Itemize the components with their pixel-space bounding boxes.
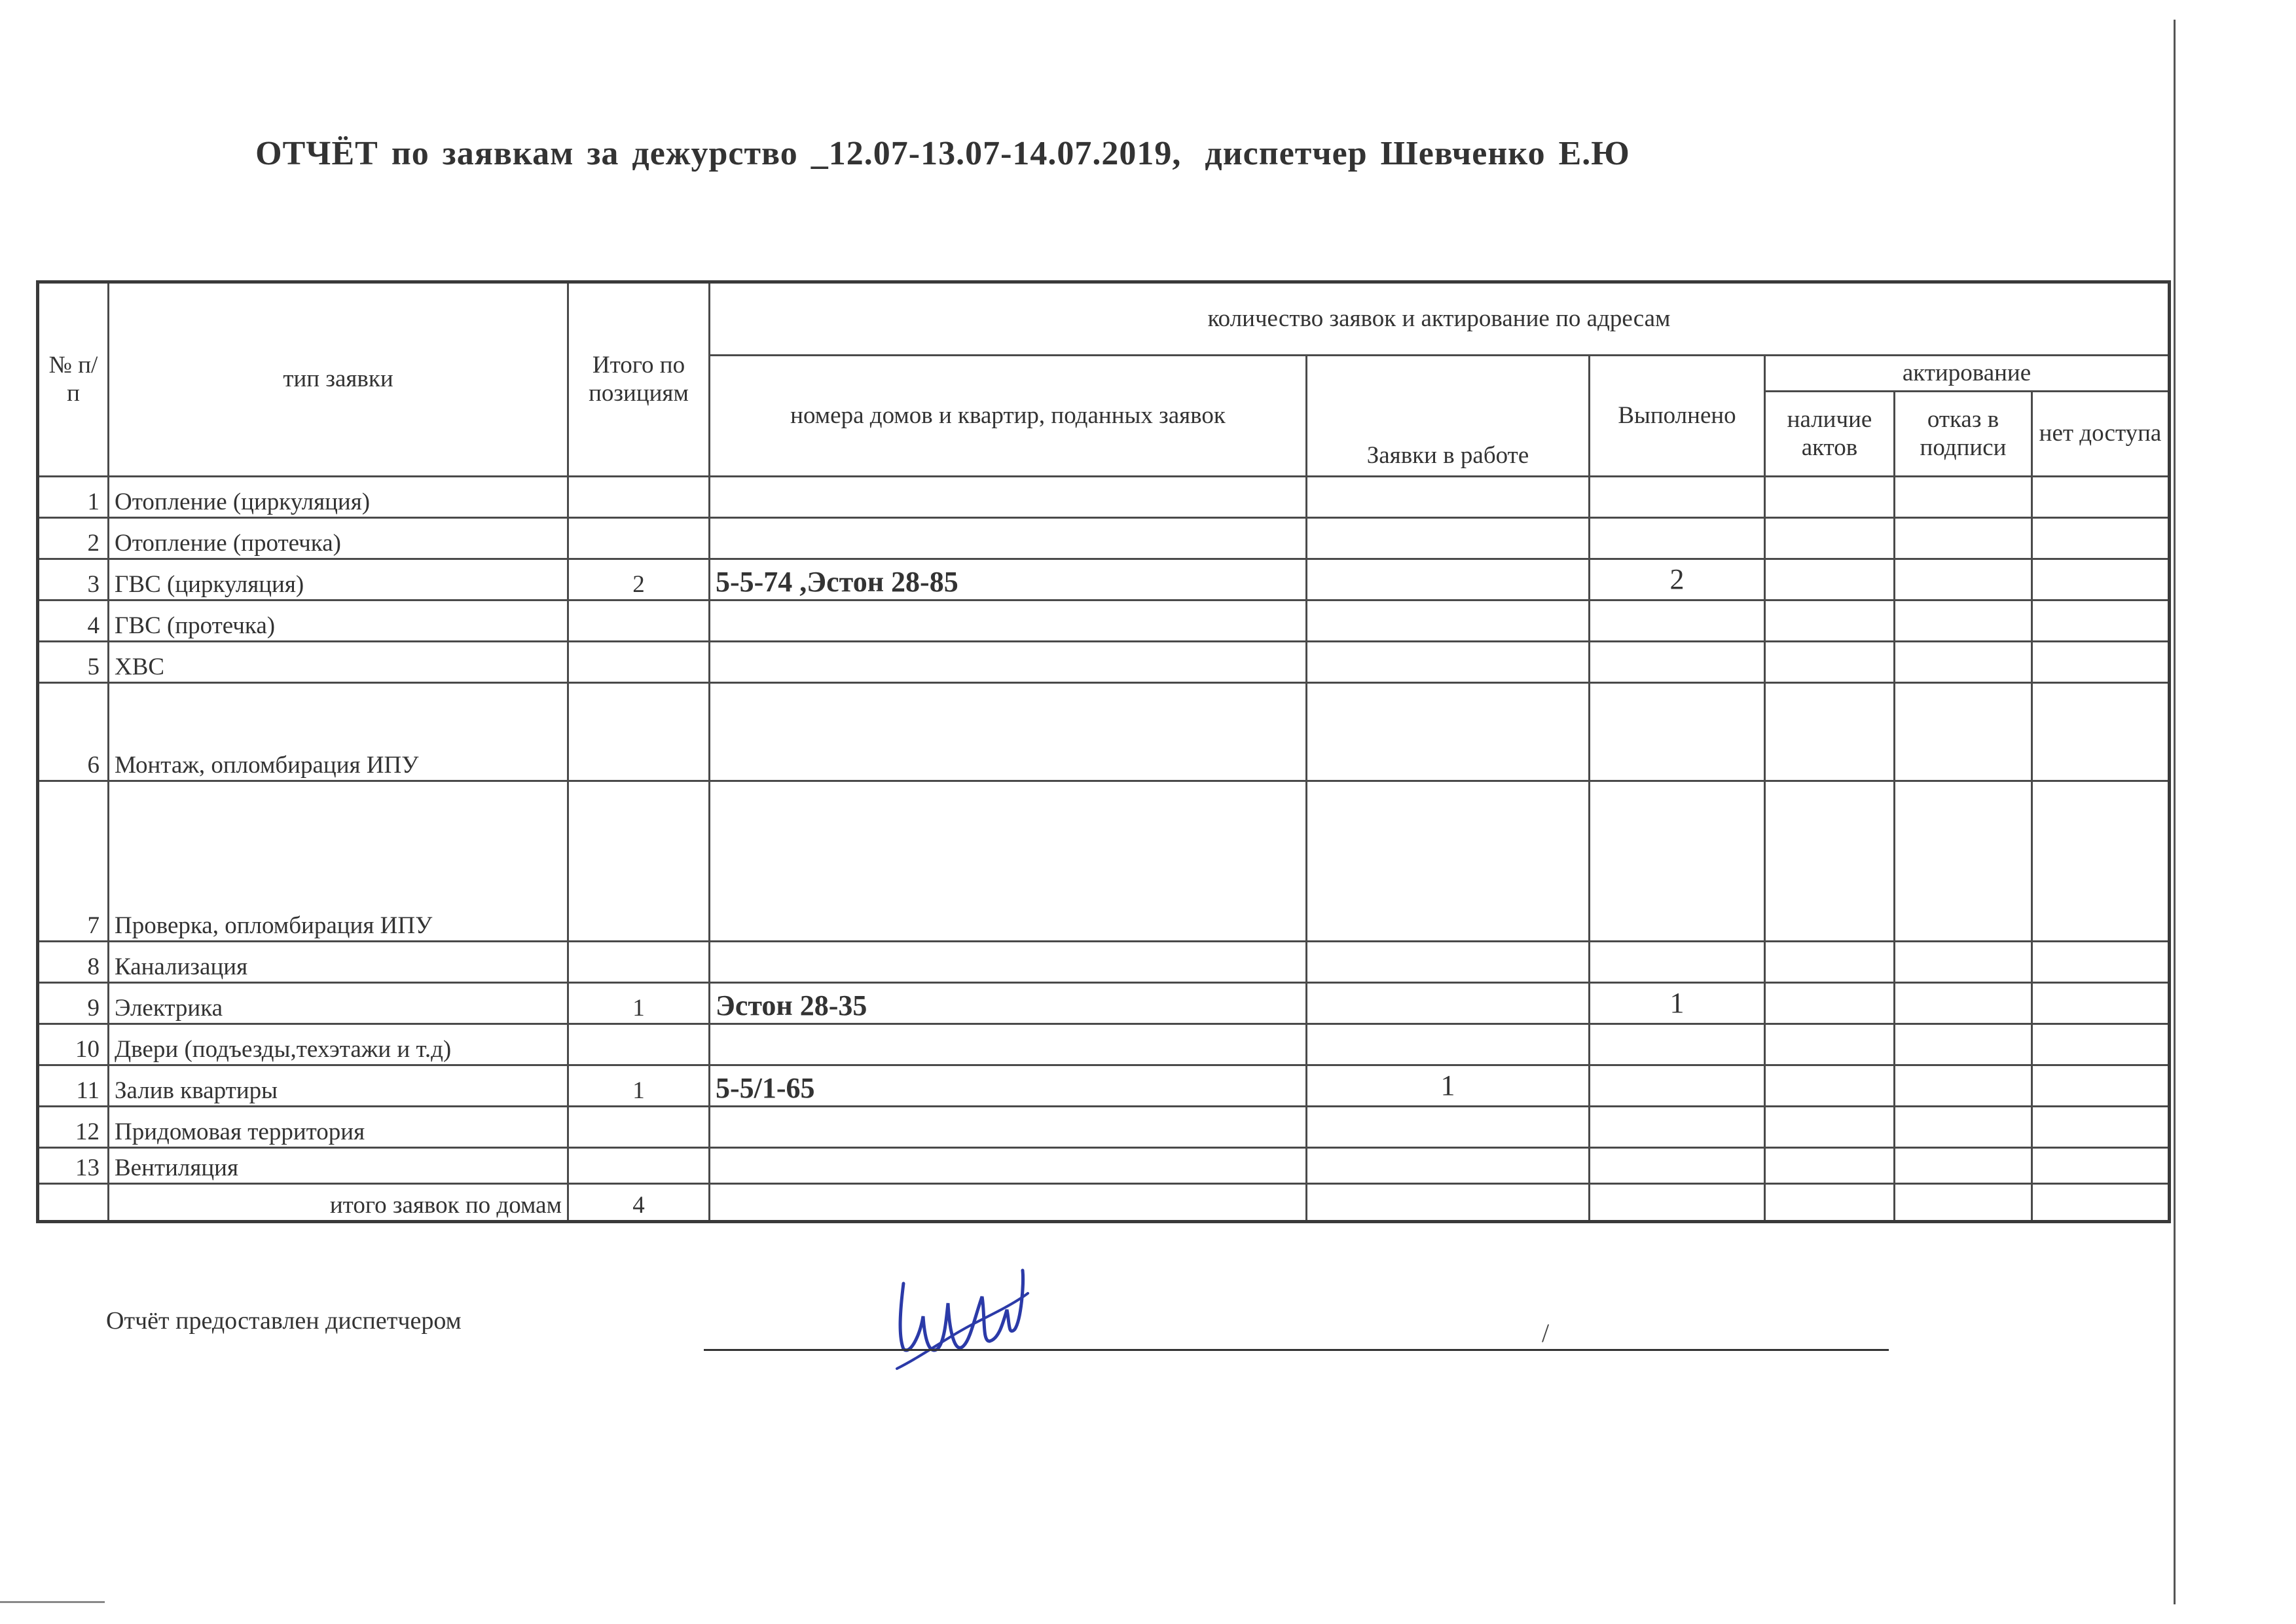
total-row [38, 1184, 2170, 1222]
row-total [568, 1107, 710, 1148]
row-no-access [2032, 983, 2170, 1024]
col-header-acts: наличие актов [1765, 392, 1895, 477]
row-type: Двери (подъезды,техэтажи и т.д) [109, 1024, 568, 1065]
total-refusal [1895, 1184, 2032, 1222]
row-in-work [1307, 1024, 1590, 1065]
page-corner-mark [0, 1601, 105, 1603]
row-addresses [710, 477, 1307, 518]
row-acts [1765, 1024, 1895, 1065]
row-in-work [1307, 1148, 1590, 1184]
table-row [38, 983, 2170, 1024]
row-type: Электрика [109, 983, 568, 1024]
row-in-work [1307, 600, 1590, 642]
row-total [568, 1024, 710, 1065]
row-number: 13 [38, 1148, 109, 1184]
row-in-work [1307, 683, 1590, 781]
row-number: 12 [38, 1107, 109, 1148]
row-done [1590, 1107, 1765, 1148]
row-addresses [710, 1107, 1307, 1148]
row-total [568, 518, 710, 559]
row-no-access [2032, 942, 2170, 983]
row-addresses [710, 683, 1307, 781]
row-number: 3 [38, 559, 109, 600]
col-header-in-work: Заявки в работе [1307, 356, 1590, 477]
row-addresses [710, 1024, 1307, 1065]
row-done [1590, 781, 1765, 942]
total-in-work [1307, 1184, 1590, 1222]
row-total: 1 [568, 1065, 710, 1107]
row-type: Монтаж, опломбирация ИПУ [109, 683, 568, 781]
footer-label: Отчёт предоставлен диспетчером [106, 1307, 462, 1335]
row-no-access [2032, 1107, 2170, 1148]
row-addresses: 5-5/1-65 [710, 1065, 1307, 1107]
row-refusal [1895, 1107, 2032, 1148]
row-addresses [710, 642, 1307, 683]
row-in-work [1307, 781, 1590, 942]
row-refusal [1895, 642, 2032, 683]
row-type: Проверка, опломбирация ИПУ [109, 781, 568, 942]
total-acts [1765, 1184, 1895, 1222]
report-title [0, 134, 1886, 173]
row-total [568, 1148, 710, 1184]
row-number: 10 [38, 1024, 109, 1065]
row-type: ХВС [109, 642, 568, 683]
row-done: 1 [1590, 983, 1765, 1024]
row-addresses [710, 781, 1307, 942]
col-header-type: тип заявки [109, 282, 568, 477]
row-acts [1765, 600, 1895, 642]
row-no-access [2032, 642, 2170, 683]
row-done [1590, 477, 1765, 518]
row-addresses [710, 600, 1307, 642]
total-addresses [710, 1184, 1307, 1222]
row-no-access [2032, 518, 2170, 559]
row-refusal [1895, 983, 2032, 1024]
row-total [568, 477, 710, 518]
row-refusal [1895, 559, 2032, 600]
row-in-work [1307, 518, 1590, 559]
row-number: 9 [38, 983, 109, 1024]
row-no-access [2032, 781, 2170, 942]
table-row [38, 683, 2170, 781]
row-refusal [1895, 1065, 2032, 1107]
signature-line [704, 1349, 1889, 1351]
table-row [38, 1148, 2170, 1184]
table-row [38, 600, 2170, 642]
row-type: Залив квартиры [109, 1065, 568, 1107]
row-no-access [2032, 600, 2170, 642]
row-no-access [2032, 477, 2170, 518]
row-in-work [1307, 642, 1590, 683]
col-header-act-group: актирование [1765, 356, 2170, 392]
row-number: 8 [38, 942, 109, 983]
row-in-work [1307, 983, 1590, 1024]
row-number: 7 [38, 781, 109, 942]
row-type: Придомовая территория [109, 1107, 568, 1148]
table-row [38, 1024, 2170, 1065]
row-refusal [1895, 477, 2032, 518]
row-in-work [1307, 477, 1590, 518]
page-edge-line [2174, 20, 2176, 1604]
row-number: 2 [38, 518, 109, 559]
report-title-main: ОТЧЁТ по заявкам за дежурство _12.07-13.07-14.07.2019, [255, 135, 1182, 172]
total-row-num [38, 1184, 109, 1222]
col-header-group: количество заявок и актирование по адресам [710, 282, 2170, 356]
row-acts [1765, 683, 1895, 781]
row-done [1590, 683, 1765, 781]
total-label: итого заявок по домам [109, 1184, 568, 1222]
row-acts [1765, 477, 1895, 518]
table-row [38, 1107, 2170, 1148]
row-no-access [2032, 1065, 2170, 1107]
row-acts [1765, 1148, 1895, 1184]
total-done [1590, 1184, 1765, 1222]
row-acts [1765, 942, 1895, 983]
row-total [568, 683, 710, 781]
row-total: 2 [568, 559, 710, 600]
row-in-work [1307, 559, 1590, 600]
row-acts [1765, 559, 1895, 600]
row-refusal [1895, 518, 2032, 559]
total-no-access [2032, 1184, 2170, 1222]
row-acts [1765, 642, 1895, 683]
table-row [38, 559, 2170, 600]
col-header-addresses: номера домов и квартир, поданных заявок [710, 356, 1307, 477]
total-value: 4 [568, 1184, 710, 1222]
row-total [568, 781, 710, 942]
row-total [568, 642, 710, 683]
col-header-total: Итого по позициям [568, 282, 710, 477]
row-no-access [2032, 1148, 2170, 1184]
row-refusal [1895, 600, 2032, 642]
table-row [38, 477, 2170, 518]
row-in-work [1307, 1107, 1590, 1148]
row-type: Отопление (протечка) [109, 518, 568, 559]
row-number: 1 [38, 477, 109, 518]
row-type: Канализация [109, 942, 568, 983]
row-done [1590, 518, 1765, 559]
row-refusal [1895, 683, 2032, 781]
row-number: 6 [38, 683, 109, 781]
row-addresses: 5-5-74 ,Эстон 28-85 [710, 559, 1307, 600]
row-acts [1765, 1065, 1895, 1107]
row-refusal [1895, 942, 2032, 983]
row-type: ГВС (протечка) [109, 600, 568, 642]
table-row [38, 1065, 2170, 1107]
col-header-num: № п/п [38, 282, 109, 477]
row-no-access [2032, 1024, 2170, 1065]
row-addresses [710, 518, 1307, 559]
row-type: ГВС (циркуляция) [109, 559, 568, 600]
row-total [568, 942, 710, 983]
row-type: Вентиляция [109, 1148, 568, 1184]
row-total [568, 600, 710, 642]
dispatcher-name: диспетчер Шевченко Е.Ю [1205, 135, 1630, 172]
table-row [38, 518, 2170, 559]
row-done [1590, 1065, 1765, 1107]
row-total: 1 [568, 983, 710, 1024]
col-header-done: Выполнено [1590, 356, 1765, 477]
row-refusal [1895, 1148, 2032, 1184]
row-in-work: 1 [1307, 1065, 1590, 1107]
row-type: Отопление (циркуляция) [109, 477, 568, 518]
row-number: 11 [38, 1065, 109, 1107]
row-no-access [2032, 683, 2170, 781]
row-addresses: Эстон 28-35 [710, 983, 1307, 1024]
row-acts [1765, 781, 1895, 942]
signature-slash: / [1542, 1318, 1550, 1348]
row-refusal [1895, 1024, 2032, 1065]
col-header-refusal: отказ в подписи [1895, 392, 2032, 477]
row-addresses [710, 942, 1307, 983]
row-done: 2 [1590, 559, 1765, 600]
row-acts [1765, 983, 1895, 1024]
row-done [1590, 642, 1765, 683]
table-row [38, 781, 2170, 942]
row-number: 4 [38, 600, 109, 642]
table-row [38, 942, 2170, 983]
col-header-no-access: нет доступа [2032, 392, 2170, 477]
row-acts [1765, 518, 1895, 559]
row-done [1590, 1148, 1765, 1184]
row-addresses [710, 1148, 1307, 1184]
row-done [1590, 942, 1765, 983]
row-refusal [1895, 781, 2032, 942]
row-no-access [2032, 559, 2170, 600]
signature-icon [884, 1257, 1034, 1375]
row-number: 5 [38, 642, 109, 683]
requests-table [36, 280, 2171, 1223]
row-acts [1765, 1107, 1895, 1148]
row-in-work [1307, 942, 1590, 983]
row-done [1590, 600, 1765, 642]
row-done [1590, 1024, 1765, 1065]
table-row [38, 642, 2170, 683]
